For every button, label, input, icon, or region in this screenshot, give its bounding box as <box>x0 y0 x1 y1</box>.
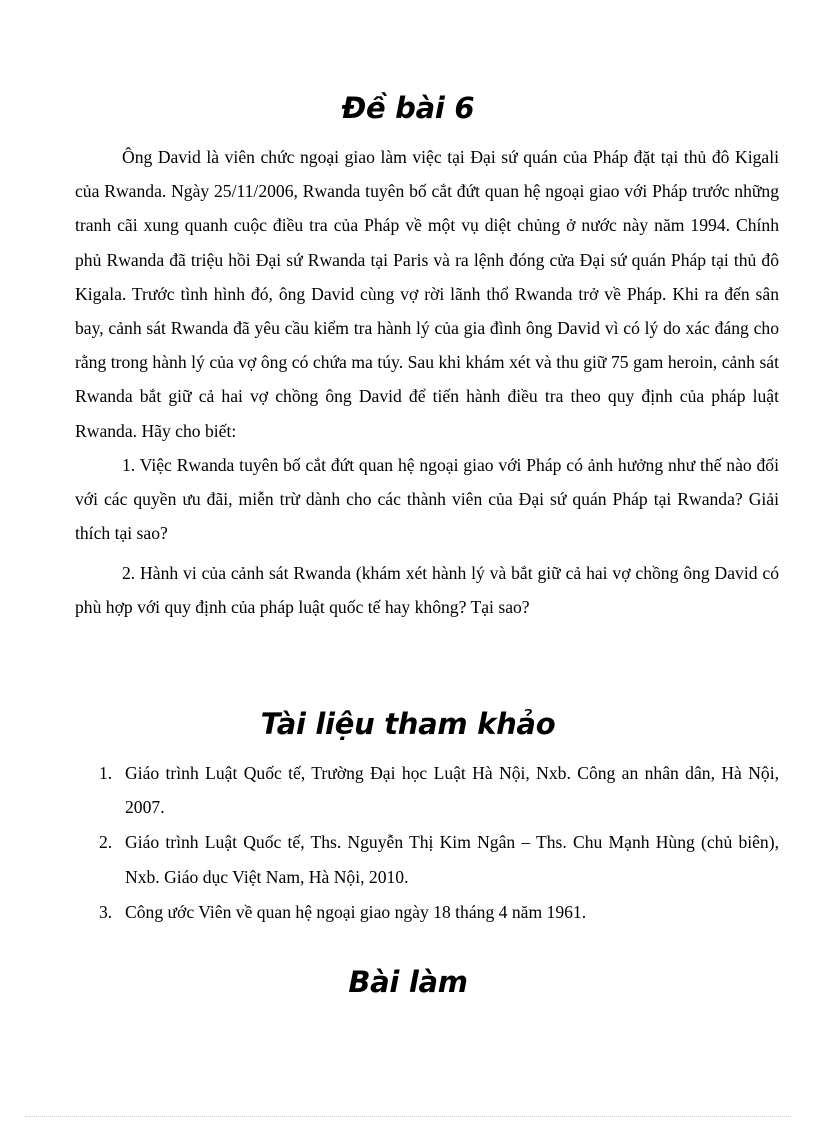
references-heading: Tài liệu tham khảo <box>260 707 556 741</box>
questions-block <box>75 448 779 629</box>
reference-text: Giáo trình Luật Quốc tế, Trường Đại học Luật Hà Nội, Nxb. Công an nhân dân, Hà Nội, 2007. <box>125 763 779 818</box>
reference-number: 1. <box>99 763 113 783</box>
reference-text: Công ước Viên về quan hệ ngoại giao ngày 18 tháng 4 năm 1961. <box>125 901 587 922</box>
page-bottom-divider <box>25 1116 791 1117</box>
problem-statement <box>75 140 779 448</box>
answer-heading: Bài làm <box>348 965 468 999</box>
reference-item-3 <box>75 895 779 929</box>
reference-item-1 <box>75 756 779 824</box>
problem-paragraph: Ông David là viên chức ngoại giao làm việc tại Đại sứ quán của Pháp đặt tại thủ đô Kigali của Rwanda. Ngày 25/11/2006, Rwanda tuyên bố cắt đứt quan hệ ngoại giao với Pháp trước những tranh cãi xung quanh cuộc điều tra của Pháp về một vụ diệt chủng ở nước này năm 1994. Chính phủ Rwanda đã triệu hồi Đại sứ Rwanda tại Paris và ra lệnh đóng cửa Đại sứ quán Pháp tại thủ đô Kigala. Trước tình hình đó, ông David cùng vợ rời lãnh thổ Rwanda trở về Pháp. Khi ra đến sân bay, cảnh sát Rwanda đã yêu cầu kiểm tra hành lý của gia đình ông David vì có lý do xác đáng cho rằng trong hành lý của vợ ông có chứa ma túy. Sau khi khám xét và thu giữ 75 gam heroin, cảnh sát Rwanda bắt giữ cả hai vợ chồng ông David để tiến hành điều tra theo quy định của pháp luật Rwanda. Hãy cho biết: <box>75 147 779 441</box>
reference-text: Giáo trình Luật Quốc tế, Ths. Nguyễn Thị Kim Ngân – Ths. Chu Mạnh Hùng (chủ biên), Nxb. Giáo dục Việt Nam, Hà Nội, 2010. <box>125 832 779 887</box>
problem-heading: Đề bài 6 <box>341 91 475 125</box>
reference-item-2 <box>75 825 779 893</box>
question-2: 2. Hành vi của cảnh sát Rwanda (khám xét hành lý và bắt giữ cả hai vợ chồng ông David có phù hợp với quy định của pháp luật quốc tế hay không? Tại sao? <box>75 562 779 617</box>
reference-number: 3. <box>99 901 113 922</box>
references-list <box>75 756 779 930</box>
reference-number: 2. <box>99 832 113 853</box>
question-1: 1. Việc Rwanda tuyên bố cắt đứt quan hệ ngoại giao với Pháp có ảnh hưởng như thế nào đối với các quyền ưu đãi, miễn trừ dành cho các thành viên của Đại sứ quán Pháp tại Rwanda? Giải thích tại sao? <box>75 455 779 544</box>
